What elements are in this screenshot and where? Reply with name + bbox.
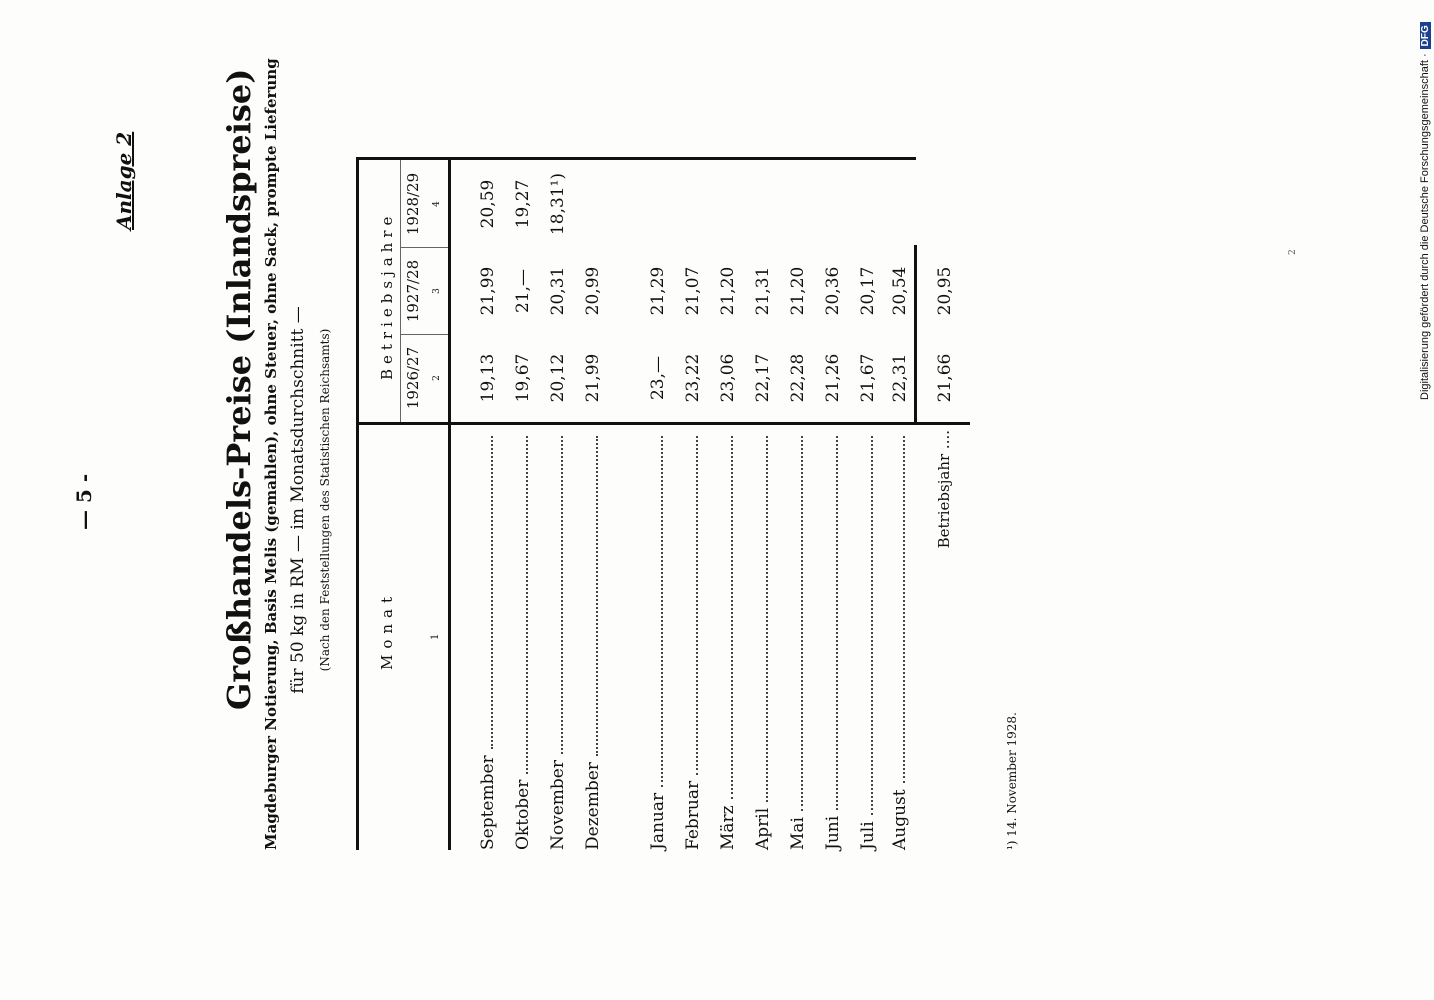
value-1926-27: 23,22 [683, 353, 703, 403]
value-1926-27: 21,99 [583, 353, 603, 403]
year-column-header: 1928/29 [404, 172, 422, 236]
leader-dots [526, 436, 528, 774]
value-1927-28: 21,20 [788, 266, 808, 316]
subtitle-line-1: Magdeburger Notierung, Basis Melis (gemahlen), ohne Steuer, ohne Sack, prompte Lieferung [262, 58, 280, 850]
footnote: ¹) 14. November 1928. [1005, 712, 1019, 850]
total-label: Betriebsjahr .... [935, 430, 953, 549]
year-divider-2 [400, 247, 448, 248]
leader-dots [661, 436, 663, 787]
leader-dots [596, 436, 598, 756]
year-divider-1 [400, 334, 448, 335]
value-1928-29: 18,31¹) [548, 172, 568, 236]
value-1926-27: 19,13 [478, 353, 498, 403]
value-1927-28: 21,99 [478, 266, 498, 316]
year-column-number: 2 [432, 375, 442, 381]
subtitle-line-2: für 50 kg in RM — im Monatsdurchschnitt — [288, 306, 308, 694]
page-number: — 5 - [72, 473, 96, 530]
value-1928-29: 19,27 [513, 179, 533, 229]
leader-dots [836, 436, 838, 810]
value-1927-28: 20,54 [890, 266, 910, 316]
digitization-note [1395, 10, 1434, 400]
value-1927-28: 21,29 [648, 266, 668, 316]
value-1926-27: 22,28 [788, 353, 808, 403]
leader-dots [903, 436, 905, 783]
total-1927-28: 20,95 [935, 266, 955, 316]
month-column-divider [356, 422, 970, 425]
value-1927-28: 21,— [513, 268, 533, 314]
leader-dots [766, 436, 768, 802]
month-label: September [478, 755, 498, 850]
leader-dots [801, 436, 803, 811]
month-label: März [718, 805, 738, 850]
year-group-header: Betriebsjahre [378, 211, 396, 380]
annex-label: Anlage 2 [112, 131, 136, 230]
summary-divider [356, 157, 916, 160]
value-1926-27: 20,12 [548, 353, 568, 403]
month-label: April [753, 807, 773, 850]
month-label: Mai [788, 817, 808, 850]
value-1926-27: 19,67 [513, 353, 533, 403]
month-label: August [890, 789, 910, 850]
month-label: Dezember [583, 762, 603, 850]
leader-dots [696, 436, 698, 775]
month-label: Juni [823, 815, 843, 850]
value-1928-29: 20,59 [478, 179, 498, 229]
value-1927-28: 21,20 [718, 266, 738, 316]
month-header: Monat [378, 590, 396, 670]
month-label: Februar [683, 780, 703, 850]
total-1926-27: 21,66 [935, 353, 955, 403]
year-column-number: 3 [432, 288, 442, 294]
source-note: (Nach den Feststellungen des Statistischen Reichsamts) [318, 328, 332, 672]
table-top-rule [356, 160, 359, 850]
value-1926-27: 23,— [648, 355, 668, 401]
value-1926-27: 21,67 [858, 353, 878, 403]
value-1927-28: 20,99 [583, 266, 603, 316]
month-label: November [548, 760, 568, 850]
value-1927-28: 21,07 [683, 266, 703, 316]
value-1927-28: 21,31 [753, 266, 773, 316]
leader-dots [871, 436, 873, 815]
leader-dots [491, 436, 493, 749]
value-1926-27: 23,06 [718, 353, 738, 403]
leader-dots [731, 436, 733, 799]
summary-rule [914, 245, 917, 425]
value-1926-27: 22,17 [753, 353, 773, 403]
page-title: Großhandels-Preise (Inlandspreise) [220, 68, 258, 710]
leader-dots [561, 436, 563, 754]
stray-mark: 2 [1288, 249, 1298, 255]
digitization-text: Digitalisierung gefördert durch die Deutsche Forschungsgemeinschaft · [1419, 53, 1431, 400]
month-label: Januar [648, 792, 668, 850]
value-1927-28: 20,17 [858, 266, 878, 316]
year-column-header: 1927/28 [404, 259, 422, 323]
month-column-number: 1 [430, 633, 441, 640]
value-1927-28: 20,36 [823, 266, 843, 316]
table-header-rule [448, 160, 451, 850]
dfg-logo: DFG [1420, 22, 1431, 49]
value-1926-27: 22,31 [890, 353, 910, 403]
month-label: Juli [858, 821, 878, 850]
value-1926-27: 21,26 [823, 353, 843, 403]
month-label: Oktober [513, 779, 533, 850]
year-column-header: 1926/27 [404, 346, 422, 410]
year-group-rule [400, 160, 401, 422]
year-column-number: 4 [432, 201, 442, 207]
value-1927-28: 20,31 [548, 266, 568, 316]
